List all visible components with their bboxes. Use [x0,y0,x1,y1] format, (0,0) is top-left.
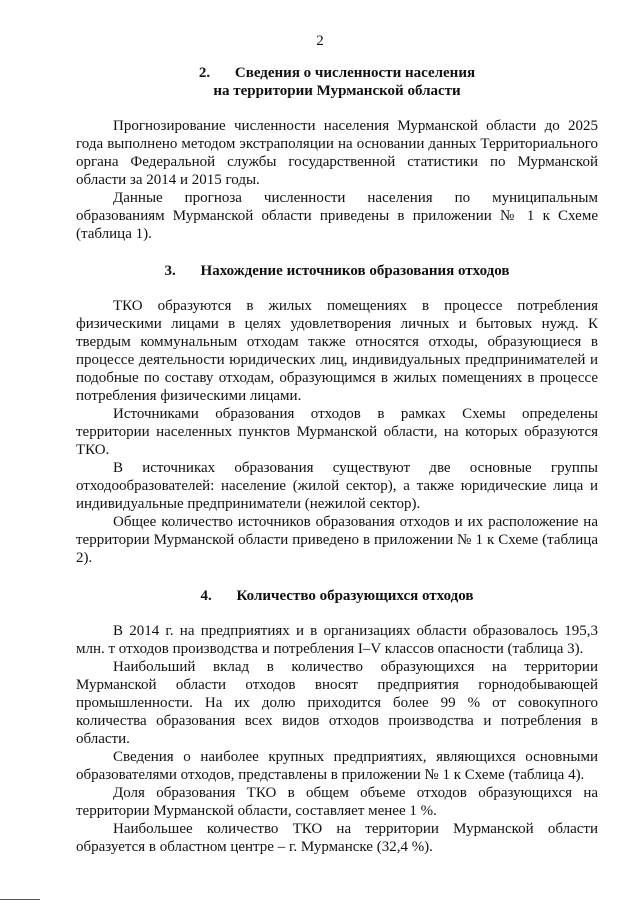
paragraph: Данные прогноза численности населения по муниципальным образованиям Мурманской области приведены в приложении № 1 к Схеме (таблица 1). [76,190,598,242]
paragraph: Источниками образования отходов в рамках Схемы определены территории населенных пунктов Мурманской области, на которых образуются ТКО. [76,406,598,458]
section-title-line [76,587,598,605]
section-title-line: на территории Мурманской области [213,83,461,99]
section-title-text: Количество образующихся отходов [236,588,474,604]
section-title-text: Сведения о численности населения [234,65,476,81]
paragraph: Доля образования ТКО в общем объеме отходов образующихся на территории Мурманской области, составляет менее 1 %. [76,785,598,819]
section-heading-sources [76,262,598,280]
paragraph: Наибольшее количество ТКО на территории Мурманской области образуется в областном центре – г. Мурманске (32,4 %). [76,821,598,855]
footer-divider [0,899,40,900]
paragraph: ТКО образуются в жилых помещениях в процессе потребления физическими лицами в целях удовлетворения личных и бытовых нужд. К твердым коммунальным отходам также относятся отходы, образующиеся в процессе деятельности юридических лиц, индивидуальных предпринимателей и подобные по составу отходам, образующимся в жилых помещениях в процессе потребления физическими лицами. [76,298,598,404]
section-number: 4. [200,588,212,604]
paragraph: Общее количество источников образования отходов и их расположение на территории Мурманской области приведено в приложении № 1 к Схеме (таблица 2). [76,514,598,566]
section-heading-population [76,64,598,100]
paragraph: Наибольший вклад в количество образующихся на территории Мурманской области отходов вносят предприятия горнодобывающей промышленности. На их долю приходится более 99 % от совокупного количества образования всех видов отходов производства и потребления в области. [76,659,598,747]
section-title-text: Нахождение источников образования отходов [200,263,510,279]
paragraph: В источниках образования существуют две основные группы отходообразователей: население (жилой сектор), а также юридические лица и индивидуальные предприниматели (нежилой сектор). [76,460,598,512]
page-content [76,64,598,856]
paragraph: Сведения о наиболее крупных предприятиях, являющихся основными образователями отходов, представлены в приложении № 1 к Схеме (таблица 4). [76,749,598,783]
section-heading-waste-quantity [76,587,598,605]
section-number: 2. [198,65,211,81]
page-number: 2 [316,33,324,49]
section-title-line [76,262,598,280]
section-number: 3. [164,263,176,279]
paragraph: Прогнозирование численности населения Мурманской области до 2025 года выполнено методом экстраполяции на основании данных Территориального органа Федеральной службы государственной статистики по Мурманской области за 2014 и 2015 годы. [76,118,598,188]
paragraph: В 2014 г. на предприятиях и в организациях области образовалось 195,3 млн. т отходов производства и потребления I–V классов опасности (таблица 3). [76,623,598,657]
section-title-line [76,64,598,82]
